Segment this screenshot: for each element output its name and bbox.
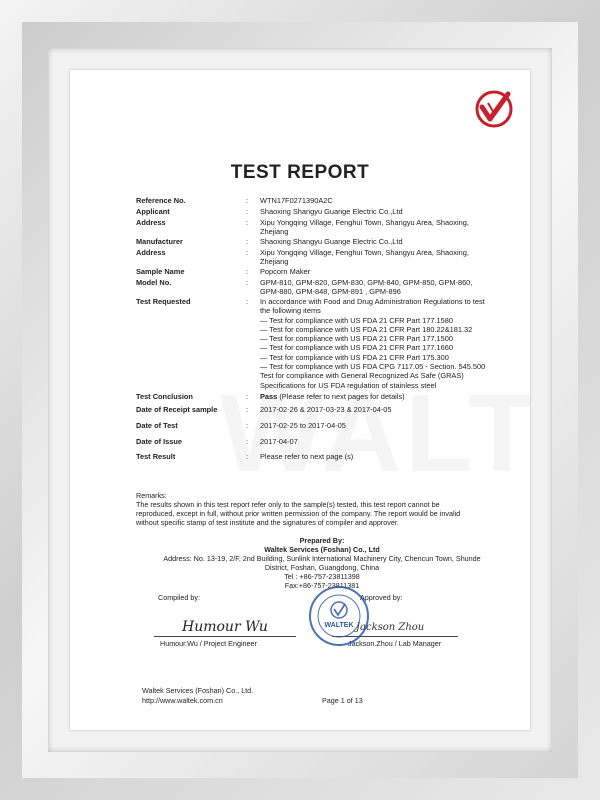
field-label: Date of Test (136, 421, 178, 430)
footer-company: Waltek Services (Foshan) Co., Ltd. (142, 686, 254, 695)
field-colon: : (246, 267, 249, 276)
field-value-line: In accordance with Food and Drug Administration Regulations to test (260, 297, 485, 306)
field-label: Test Requested (136, 297, 191, 306)
compiler-signature: Humour Wu (182, 619, 268, 635)
field-colon: : (246, 278, 249, 287)
field-label: Date of Issue (136, 437, 183, 446)
page-number: Page 1 of 13 (322, 696, 363, 705)
field-label: Applicant (136, 207, 170, 216)
field-value (260, 278, 516, 297)
field-row (136, 405, 516, 414)
prepared-company: Waltek Services (Foshan) Co., Ltd (264, 545, 380, 554)
prepared-fax: Fax:+86-757-23811381 (284, 581, 360, 590)
field-value-line: Shaoxing Shangyu Guange Electric Co.,Ltd (260, 207, 403, 216)
field-row (136, 437, 516, 446)
field-row (136, 207, 516, 216)
field-value-line: 2017-02-25 to 2017-04-05 (260, 421, 346, 430)
field-value-line: — Test for compliance with US FDA 21 CFR Part 177.1500 (260, 334, 453, 344)
field-label: Test Conclusion (136, 392, 193, 401)
field-value-line: — Test for compliance with US FDA 21 CFR Part 175.300 (260, 352, 449, 362)
field-label: Manufacturer (136, 237, 183, 246)
remarks-section (136, 491, 508, 527)
field-colon: : (246, 405, 249, 414)
field-value (260, 218, 516, 237)
page-title: TEST REPORT (230, 162, 370, 183)
field-value-line: Zhejiang (260, 257, 289, 267)
field-value (260, 297, 516, 390)
field-label: Test Result (136, 452, 176, 461)
field-colon: : (246, 237, 249, 246)
field-label: Model No. (136, 278, 172, 287)
field-label: Date of Receipt sample (136, 405, 218, 414)
field-colon: : (246, 437, 249, 446)
field-row (136, 196, 516, 205)
field-row (136, 237, 516, 246)
field-value-line: — Test for compliance with US FDA 21 CFR Part 177.1660 (260, 343, 453, 353)
field-colon: : (246, 392, 249, 401)
remarks-line: The results shown in this test report refer only to the sample(s) tested, this test report cannot be (136, 500, 440, 509)
field-colon: : (246, 452, 249, 461)
field-value (260, 248, 516, 267)
field-row (136, 218, 516, 237)
field-value-line: WTN17F0271390A2C (260, 196, 333, 205)
field-colon: : (246, 297, 249, 306)
field-value (260, 452, 516, 461)
company-seal-stamp (308, 585, 370, 647)
field-value-line: Please refer to next page (s) (260, 452, 354, 461)
field-colon: : (246, 196, 249, 205)
field-value-line: — Test for compliance with US FDA CPG 7117.05 - Section. 545.500 (260, 362, 486, 372)
field-value (260, 405, 516, 414)
remarks-line: reproduced, except in full, without prior written permission of the company. The report would be invalid (136, 509, 461, 518)
field-value-line: GPM-810, GPM-820, GPM-830, GPM-840, GPM-850, GPM-860, (260, 278, 473, 287)
field-value: Pass (Please refer to next pages for details) (260, 392, 405, 401)
field-value-line: GPM-880, GPM-848, GPM-891 , GPM-896 (260, 287, 401, 297)
compiler-signature-line (154, 636, 296, 637)
stamp-text: WALTEK (324, 622, 354, 629)
waltek-logo-icon (473, 88, 515, 130)
remarks-heading: Remarks: (136, 491, 167, 500)
approved-by-label: Approved by: (360, 593, 403, 602)
compiler-name: Humour.Wu / Project Engineer (160, 639, 257, 648)
field-value-line: — Test for compliance with US FDA 21 CFR Part 177.1580 (260, 315, 453, 325)
field-row (136, 421, 516, 430)
field-value (260, 267, 516, 276)
field-value (260, 237, 516, 246)
prepared-address-line: District, Foshan, Guangdong, China (264, 563, 380, 572)
field-value-line: Test for compliance with General Recognized As Safe (GRAS) (260, 371, 464, 381)
field-colon: : (246, 248, 249, 257)
field-value (260, 207, 516, 216)
compiled-by-label: Compiled by: (158, 593, 200, 602)
prepared-tel: Tel : +86-757-23811398 (284, 572, 360, 581)
field-value-line: the following items (260, 306, 321, 316)
field-label: Address (136, 248, 166, 257)
field-value-line: Popcorn Maker (260, 267, 311, 276)
field-value-line: — Test for compliance with US FDA 21 CFR Part 180.22&181.32 (260, 324, 473, 334)
field-colon: : (246, 218, 249, 227)
footer (142, 686, 253, 706)
footer-url: http://www.waltek.com.cn (142, 696, 223, 705)
field-row (136, 248, 516, 267)
field-value (260, 421, 516, 430)
field-value-line: Specifications for US FDA regulation of stainless steel (260, 380, 437, 390)
field-row (136, 278, 516, 297)
field-row (136, 452, 516, 461)
field-label: Address (136, 218, 166, 227)
field-value-line: Xipu Yongqing Village, Fenghui Town, Shangyu Area, Shaoxing, (260, 218, 469, 227)
field-value (260, 196, 516, 205)
approver-signature: Jackson Zhou (356, 622, 425, 633)
remarks-line: without specific stamp of test institute and the signatures of compiler and approver. (136, 518, 399, 527)
field-row (136, 267, 516, 276)
field-colon: : (246, 207, 249, 216)
field-value-line: 2017-02-26 & 2017-03-23 & 2017-04-05 (260, 405, 392, 414)
field-value (260, 437, 516, 446)
field-label: Sample Name (136, 267, 185, 276)
field-label: Reference No. (136, 196, 186, 205)
prepared-heading: Prepared By: (299, 536, 345, 545)
field-value-line: Zhejiang (260, 227, 289, 237)
field-row (136, 392, 516, 401)
field-row (136, 297, 516, 390)
field-value-line: 2017-04-07 (260, 437, 298, 446)
test-report-document (70, 70, 530, 730)
field-colon: : (246, 421, 249, 430)
field-value-line: Shaoxing Shangyu Guange Electric Co.,Ltd (260, 237, 403, 246)
prepared-by-section (136, 536, 508, 590)
prepared-address-line: Address: No. 13-19, 2/F, 2nd Building, Sunlink International Machinery City, Chencun Town, Shunde (163, 554, 481, 563)
approver-name: Jackson.Zhou / Lab Manager (348, 639, 442, 648)
field-value-line: Xipu Yongqing Village, Fenghui Town, Shangyu Area, Shaoxing, (260, 248, 469, 257)
